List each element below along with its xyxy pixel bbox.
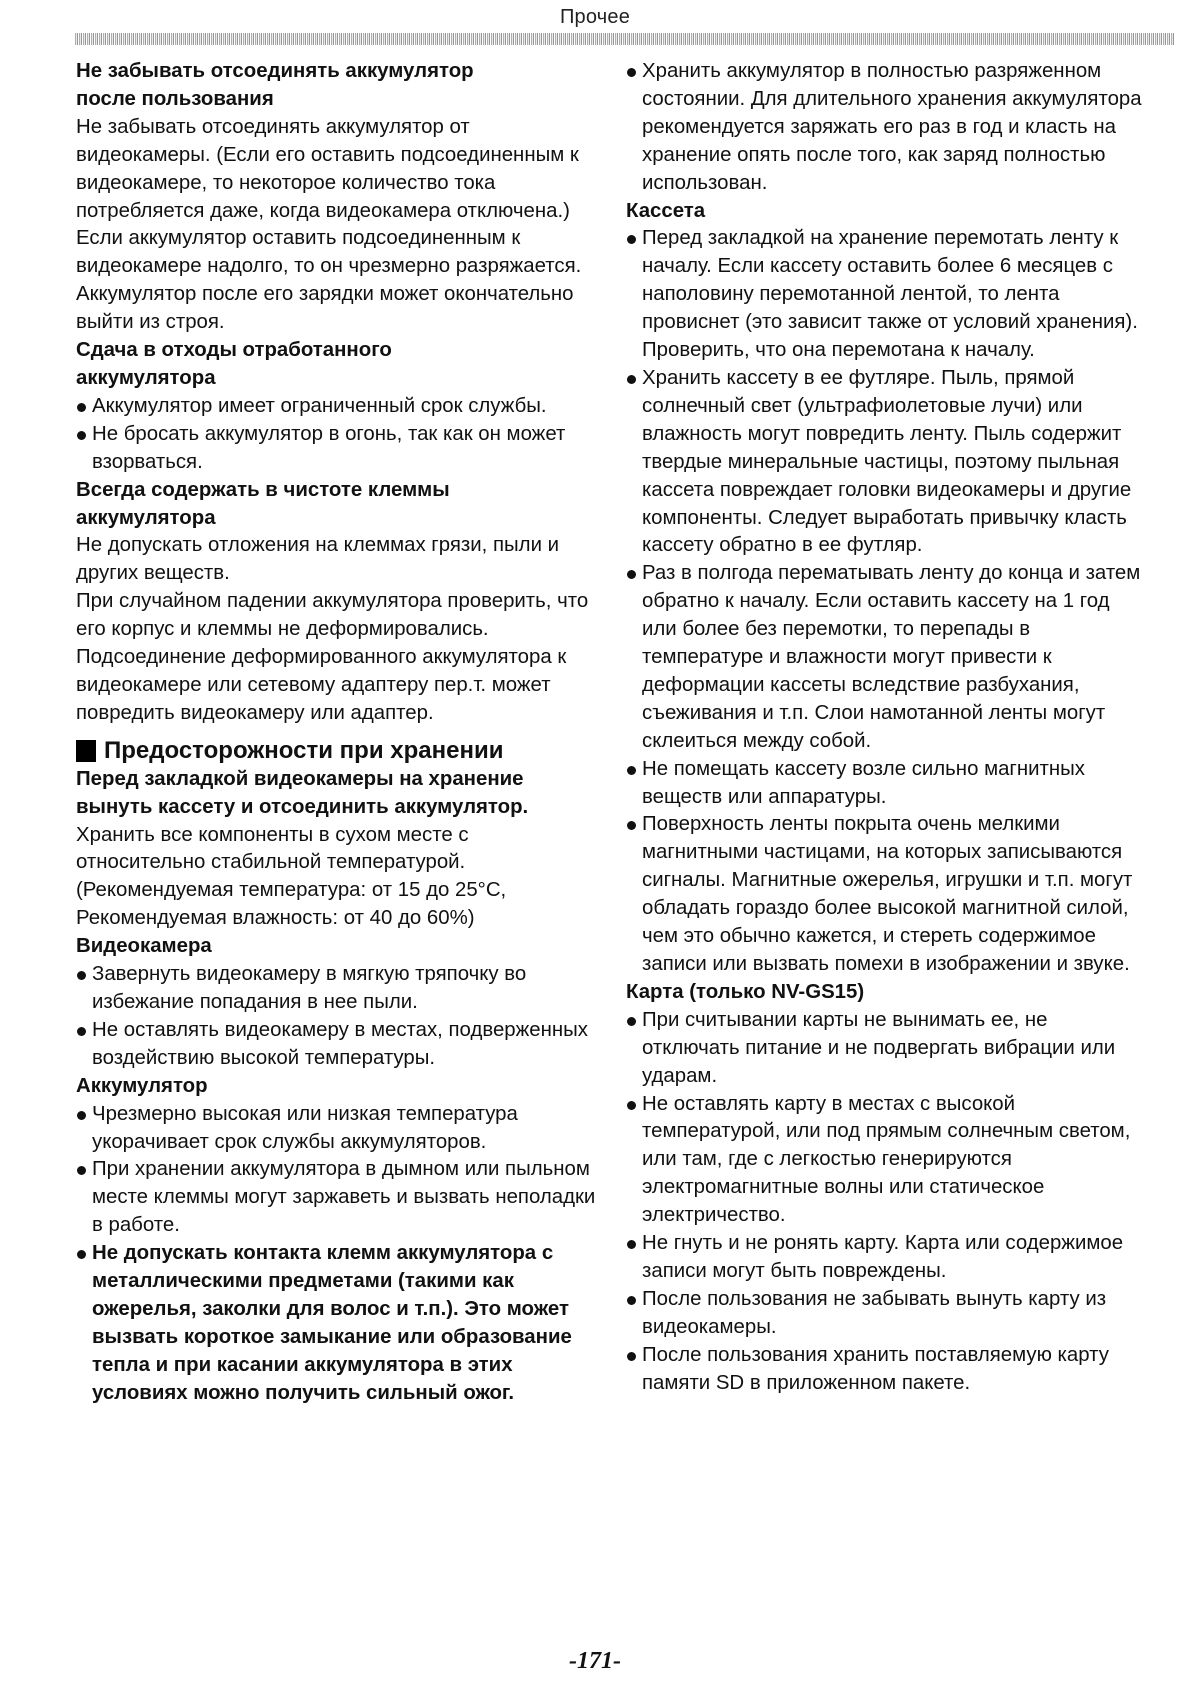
paragraph: Подсоединение деформированного аккумулятора к видеокамере или сетевому адаптеру пер.т. может повредить видеокамеру или адаптер. — [76, 646, 567, 724]
list-item: Не помещать кассету возле сильно магнитных веществ или аппаратуры. — [626, 756, 1146, 812]
list-item: Не оставлять карту в местах с высокой температурой, или под прямым солнечным светом, или там, где с легкостью генерируются электромагнитные волны или статическое электричество. — [626, 1091, 1146, 1231]
list-item: При считывании карты не вынимать ее, не отключать питание и не подвергать вибрации или ударам. — [626, 1007, 1146, 1091]
heading-battery: Аккумулятор — [76, 1074, 208, 1097]
list-item: Не бросать аккумулятор в огонь, так как он может взорваться. — [76, 421, 596, 477]
section-title-storage: Предосторожности при хранении — [76, 736, 596, 766]
list-item: Поверхность ленты покрыта очень мелкими магнитными частицами, на которых записываются сигналы. Магнитные ожерелья, игрушки и т.п. могут обладать гораздо более высокой магнитной силой, чем это обычно кажется, и стереть содержимое записи или вызвать помехи в изображении и звуке. — [626, 811, 1146, 978]
storage-intro-text: Хранить все компоненты в сухом месте с относительно стабильной температурой. (Рекомендуемая температура: от 15 до 25°C, Рекомендуемая влажность: от 40 до 60%) — [76, 823, 507, 930]
list-item: Завернуть видеокамеру в мягкую тряпочку во избежание попадания в нее пыли. — [76, 961, 596, 1017]
paragraph: При случайном падении аккумулятора проверить, что его корпус и клеммы не деформировались. — [76, 590, 589, 641]
heading-card: Карта (только NV-GS15) — [626, 980, 865, 1003]
heading-camera: Видеокамера — [76, 935, 212, 958]
heading-disconnect-battery: Не забывать отсоединять аккумулятор после пользования — [76, 60, 474, 110]
list-item: Хранить аккумулятор в полностью разряженном состоянии. Для длительного хранения аккумулятора рекомендуется заряжать его раз в год и класть на хранение опять после того, как заряд полностью использован. — [626, 58, 1146, 198]
header-decorative-band — [75, 33, 1175, 45]
paragraph: Не допускать отложения на клеммах грязи, пыли и других веществ. — [76, 534, 560, 585]
list-item: Не оставлять видеокамеру в местах, подверженных воздействию высокой температуры. — [76, 1017, 596, 1073]
page-number: -171- — [569, 1648, 621, 1674]
section-square-icon — [76, 740, 96, 762]
heading-clean-terminals: Всегда содержать в чистоте клеммы аккумулятора — [76, 478, 450, 529]
warning-list-item: Не допускать контакта клемм аккумулятора с металлическими предметами (такими как ожерелья, заколки для волос и т.п.). Это может вызвать короткое замыкание или образование тепла и при касании аккумулятора в этих условиях можно получить сильный ожог. — [76, 1240, 596, 1407]
left-column — [76, 58, 596, 1408]
list-item: После пользования хранить поставляемую карту памяти SD в приложенном пакете. — [626, 1342, 1146, 1398]
heading-battery-disposal: Сдача в отходы отработанного аккумулятора — [76, 339, 392, 389]
list-item: Не гнуть и не ронять карту. Карта или содержимое записи могут быть повреждены. — [626, 1230, 1146, 1286]
list-item: Раз в полгода перематывать ленту до конца и затем обратно к началу. Если оставить кассету на 1 год или более без перемотки, то перепады в температуре и влажности могут привести к деформации кассеты вследствие разбухания, съеживания и т.п. Слои намотанной ленты могут склеиться между собой. — [626, 560, 1146, 755]
list-item: Хранить кассету в ее футляре. Пыль, прямой солнечный свет (ультрафиолетовые лучи) или влажность могут повредить ленту. Пыль содержит твердые минеральные частицы, поэтому пыльная кассета повреждает головки видеокамеры и другие компоненты. Следует выработать привычку класть кассету обратно в ее футляр. — [626, 365, 1146, 560]
list-item: Аккумулятор имеет ограниченный срок службы. — [76, 393, 596, 421]
list-item: Чрезмерно высокая или низкая температура укорачивает срок службы аккумуляторов. — [76, 1101, 596, 1157]
paragraph-disconnect-battery: Не забывать отсоединять аккумулятор от видеокамеры. (Если его оставить подсоединенным к видеокамере, то некоторое количество тока потребляется даже, когда видеокамера отключена.) Если аккумулятор оставить подсоединенным к видеокамере надолго, то он чрезмерно разряжается. Аккумулятор после его зарядки может окончательно выйти из строя. — [76, 115, 582, 334]
list-item: При хранении аккумулятора в дымном или пыльном месте клеммы могут заржаветь и вызвать неполадки в работе. — [76, 1156, 596, 1240]
heading-cassette: Кассета — [626, 199, 706, 222]
page-header-title: Прочее — [559, 6, 631, 28]
list-item: Перед закладкой на хранение перемотать ленту к началу. Если кассету оставить более 6 месяцев с наполовину перемотанной лентой, то лента провиснет (это зависит также от условий хранения). Проверить, что она перемотана к началу. — [626, 225, 1146, 365]
storage-intro-bold: Перед закладкой видеокамеры на хранение вынуть кассету и отсоединить аккумулятор. — [76, 767, 529, 818]
list-item: После пользования не забывать вынуть карту из видеокамеры. — [626, 1286, 1146, 1342]
right-column — [626, 58, 1146, 1398]
